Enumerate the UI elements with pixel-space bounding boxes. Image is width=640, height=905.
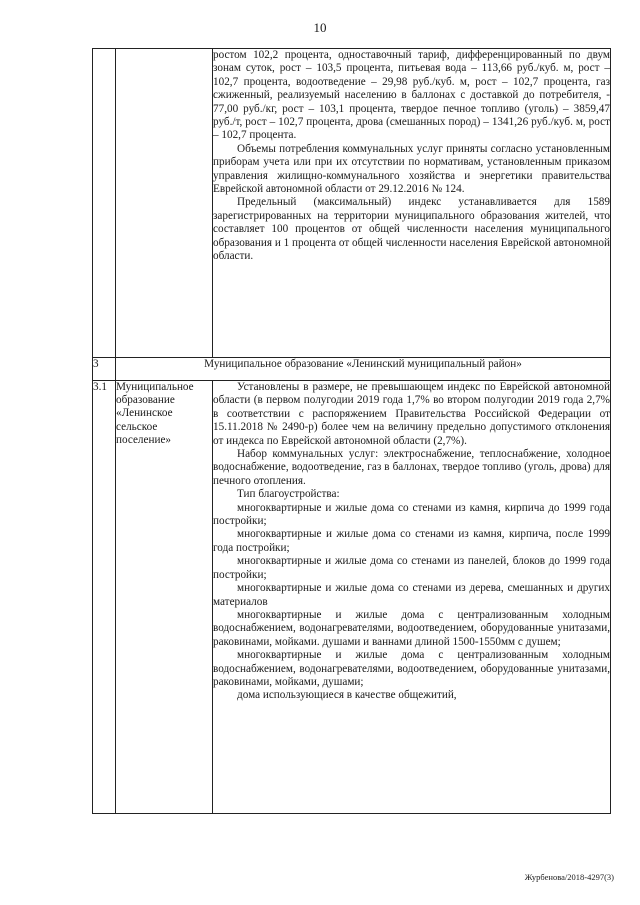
- tariff-table: [92, 48, 611, 814]
- table-row-section: [93, 358, 611, 381]
- table-row-3-1: [93, 381, 611, 814]
- paragraph: ростом 102,2 процента, одноставочный тариф, дифференцированный по двум зонам суток, рост – 103,5 процента, питьевая вода – 113,66 руб./куб. м, рост – 102,7 процента, водоотведение – 29,98 руб./куб. м, рост – 102,7 процента, газ сжиженный, реализуемый населению в баллонах с доставкой до потребителя, - 77,00 руб./кг, рост – 103,1 процента, твердое печное топливо (уголь) – 3859,47 руб./т, рост – 102,7 процента, дрова (смешанных пород) – 1341,26 руб./куб. м, рост – 102,7 процента.: [213, 49, 610, 142]
- paragraph: Предельный (максимальный) индекс устанавливается для 1589 зарегистрированных на территории муниципального образования жителей, что составляет 100 процентов от общей численности населения муниципального образования и 1 процента от общей численности населения Еврейской автономной области.: [213, 196, 610, 263]
- paragraph: Набор коммунальных услуг: электроснабжение, теплоснабжение, холодное водоснабжение, водоотведение, газ в баллонах, твердое топливо (уголь, дрова) для печного отопления.: [213, 448, 610, 487]
- row-number: 3.1: [93, 381, 116, 814]
- content-cell: [213, 381, 611, 814]
- municipality-name: Муниципальное образование «Ленинское сельское поселение»: [116, 381, 213, 814]
- paragraph: многоквартирные и жилые дома со стенами из дерева, смешанных и других материалов: [213, 582, 610, 608]
- page-number: 10: [313, 20, 327, 35]
- section-number: 3: [93, 358, 116, 381]
- paragraph: многоквартирные и жилые дома с централизованным холодным водоснабжением, водонагревателями, водоотведением, оборудованные унитазами, раковинами, мойками, душами;: [213, 649, 610, 688]
- empty-name-cell: [116, 49, 213, 358]
- paragraph: Установлены в размере, не превышающем индекс по Еврейской автономной области (в первом полугодии 2019 года 1,7% во втором полугодии 2019 года 2,7% в соответствии с распоряжением Правительства Российской Федерации от 15.11.2018 № 2490-р) более чем на величину предельно допустимого отклонения от индекса по Еврейской автономной области (2,7%).: [213, 381, 610, 447]
- document-code: Журбенова/2018-4297(3): [524, 872, 614, 882]
- paragraph: дома использующиеся в качестве общежитий,: [237, 689, 457, 702]
- empty-number-cell: [93, 49, 116, 358]
- paragraph: Тип благоустройства:: [237, 488, 340, 501]
- paragraph: многоквартирные и жилые дома с централизованным холодным водоснабжением, водонагревателями, водоотведением, оборудованные унитазами, раковинами, мойками. душами и ваннами длиной 1500-1550мм с душем;: [213, 608, 610, 648]
- paragraph: многоквартирные и жилые дома со стенами из камня, кирпича, после 1999 года постройки;: [213, 528, 610, 554]
- table-row-continuation: [93, 49, 611, 358]
- paragraph: многоквартирные и жилые дома со стенами из панелей, блоков до 1999 года постройки;: [213, 555, 610, 581]
- paragraph: многоквартирные и жилые дома со стенами из камня, кирпича до 1999 года постройки;: [213, 501, 610, 528]
- section-title: Муниципальное образование «Ленинский муниципальный район»: [116, 358, 611, 381]
- paragraph: Объемы потребления коммунальных услуг приняты согласно установленным приборам учета или при их отсутствии по нормативам, установленным приказом управления жилищно-коммунального хозяйства и энергетики правительства Еврейской автономной области от 29.12.2016 № 124.: [213, 142, 610, 196]
- content-cell: [213, 49, 611, 358]
